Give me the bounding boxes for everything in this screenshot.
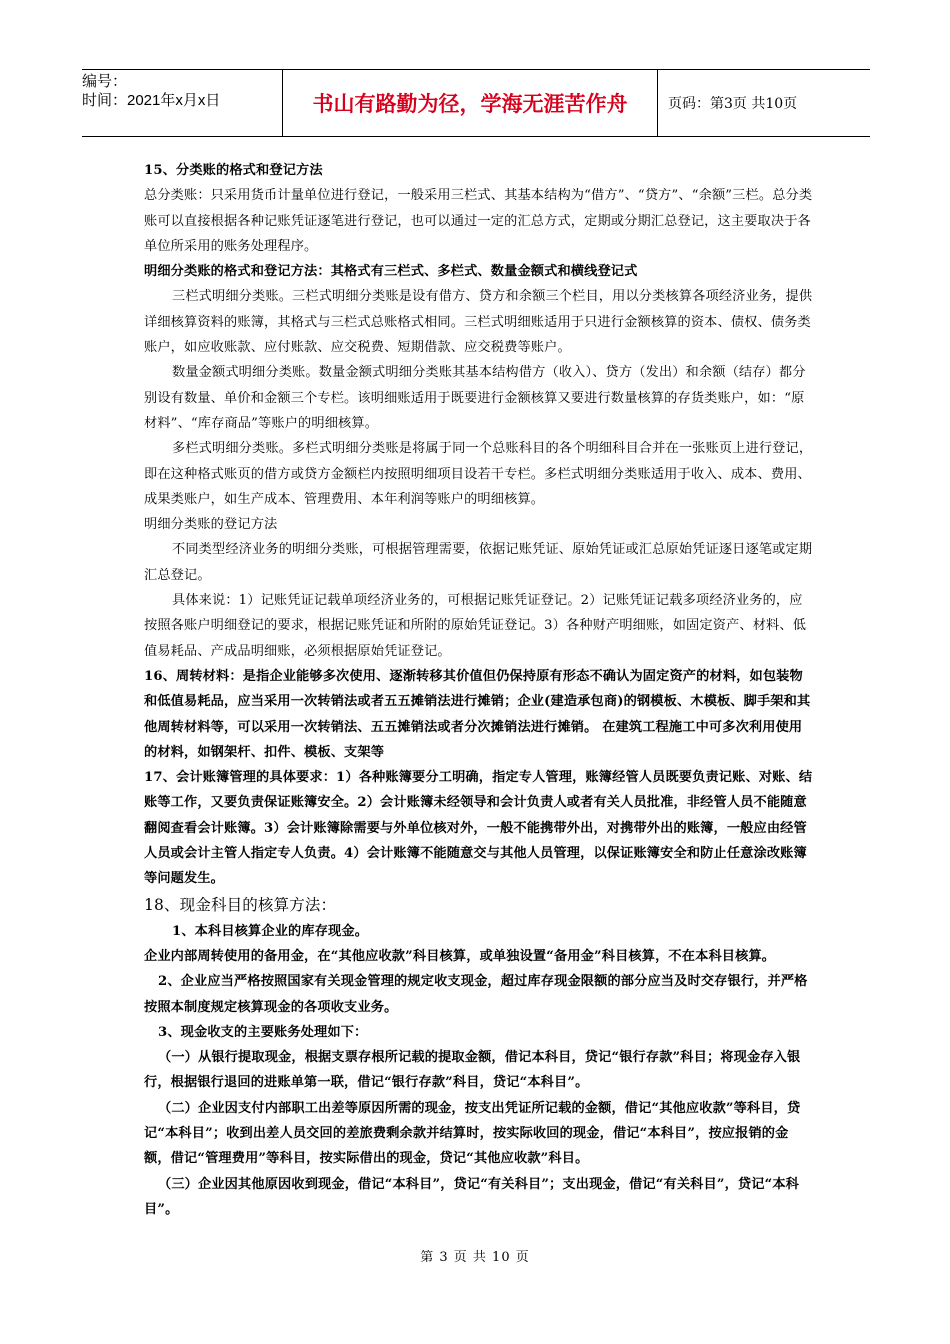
document-date-label: 时间：2021年x月x日 (82, 92, 221, 109)
paragraph-cash-item-3: 3、现金收支的主要账务处理如下： (158, 1024, 368, 1040)
paragraph-petty-cash: 企业内部周转使用的备用金，在“其他应收款”科目核算，或单独设置“备用金”科目核算，不在本科目核算。 (144, 948, 776, 964)
subheading-subsidiary-ledger-registration: 明细分类账的登记方法 (144, 517, 278, 533)
subheading-subsidiary-ledger-format: 明细分类账的格式和登记方法：其格式有三栏式、多栏式、数量金额式和横线登记式 (144, 264, 638, 280)
paragraph-cash-sub-3: （三）企业因其他原因收到现金，借记“本科目”，贷记“有关科目”；支出现金，借记“有关科目”，贷记“本科目”。 (144, 1176, 799, 1217)
paragraph-general-ledger: 总分类账：只采用货币计量单位进行登记，一般采用三栏式、其基本结构为“借方”、“贷方”、“余额”三栏。总分类账可以直接根据各种记账凭证逐笔进行登记，也可以通过一定的汇总方式，定期或分期汇总登记，这主要取决于各单位所采用的账务处理程序。 (144, 188, 813, 254)
paragraph-three-column-ledger: 三栏式明细分类账。三栏式明细分类账是设有借方、贷方和余额三个栏目，用以分类核算各项经济业务，提供详细核算资料的账簿，其格式与三栏式总账格式相同。三栏式明细账适用于只进行金额核算的资本、债权、债务类账户，如应收账款、应付账款、应交税费、短期借款、应交税费等账户。 (144, 289, 813, 356)
header-left-cell (82, 70, 282, 136)
section-ledger-management: 17、会计账簿管理的具体要求：1）各种账簿要分工明确，指定专人管理，账簿经管人员既要负责记账、对账、结账等工作，又要负责保证账簿安全。2）会计账簿未经领导和会计负责人或者有关人员批准，非经管人员不能随意翻阅查看会计账簿。3）会计账簿除需要与外单位核对外，一般不能携带外出，对携带外出的账簿，一般应由经管人员或会计主管人指定专人负责。4）会计账簿不能随意交与其他人员管理，以保证账簿安全和防止任意涂改账簿等问题发生。 (144, 770, 813, 887)
header-motto: 书山有路勤为径，学海无涯苦作舟 (282, 70, 658, 136)
paragraph-quantity-amount-ledger: 数量金额式明细分类账。数量金额式明细分类账其基本结构借方（收入）、贷方（发出）和余额（结存）都分别设有数量、单价和金额三个专栏。该明细账适用于既要进行金额核算又要进行数量核算的存货类账户，如：“原材料”、“库存商品”等账户的明细核算。 (144, 365, 806, 431)
paragraph-cash-item-1: 1、本科目核算企业的库存现金。 (172, 923, 369, 939)
page-footer: 第 3 页 共 10 页 (420, 1250, 530, 1265)
paragraph-cash-item-2: 2、企业应当严格按照国家有关现金管理的规定收支现金，超过库存现金限额的部分应当及时交存银行，并严格按照本制度规定核算现金的各项收支业务。 (144, 974, 808, 1015)
paragraph-registration-details: 具体来说：1）记账凭证记载单项经济业务的，可根据记账凭证登记。2）记账凭证记载多项经济业务的，应按照各账户明细登记的要求，根据记账凭证和所附的原始凭证登记。3）各种财产明细账，如固定资产、材料、低值易耗品、产成品明细账，必须根据原始凭证登记。 (144, 593, 807, 659)
section-heading-18: 18、现金科目的核算方法： (144, 895, 337, 914)
body-text (144, 158, 814, 1222)
paragraph-cash-sub-2: （二）企业因支付内部职工出差等原因所需的现金，按支出凭证所记载的金额，借记“其他应收款”等科目，贷记“本科目”；收到出差人员交回的差旅费剩余款并结算时，按实际收回的现金，借记“本科目”，按应报销的金额，借记“管理费用”等科目，按实际借出的现金，贷记“其他应收款”科目。 (144, 1100, 801, 1167)
header-page-info: 页码：第3页 共10页 (668, 96, 798, 112)
paragraph-multi-column-ledger: 多栏式明细分类账。多栏式明细分类账是将属于同一个总账科目的各个明细科目合并在一张账页上进行登记，即在这种格式账页的借方或贷方金额栏内按照明细项目设若干专栏。多栏式明细分类账适用于收入、成本、费用、成果类账户，如生产成本、管理费用、本年利润等账户的明细核算。 (144, 441, 813, 507)
section-revolving-materials: 16、周转材料：是指企业能够多次使用、逐渐转移其价值但仍保持原有形态不确认为固定资产的材料，如包装物和低值易耗品，应当采用一次转销法或者五五摊销法进行摊销；企业(建造承包商)的钢模板、木模板、脚手架和其他周转材料等，可以采用一次转销法、五五摊销法或者分次摊销法进行摊销。 在建筑工程施工中可多次利用使用的材料，如钢架杆、扣件、模板、支架等 (144, 668, 811, 760)
paragraph-registration-basis: 不同类型经济业务的明细分类账，可根据管理需要，依据记账凭证、原始凭证或汇总原始凭证逐日逐笔或定期汇总登记。 (144, 542, 813, 583)
document-number-label: 编号： (82, 73, 128, 90)
paragraph-cash-sub-1: （一）从银行提取现金，根据支票存根所记载的提取金额，借记本科目，贷记“银行存款”科目；将现金存入银行，根据银行退回的进账单第一联，借记“银行存款”科目，贷记“本科目”。 (144, 1050, 801, 1091)
page-header (82, 69, 870, 137)
section-heading-15: 15、分类账的格式和登记方法 (144, 163, 323, 178)
